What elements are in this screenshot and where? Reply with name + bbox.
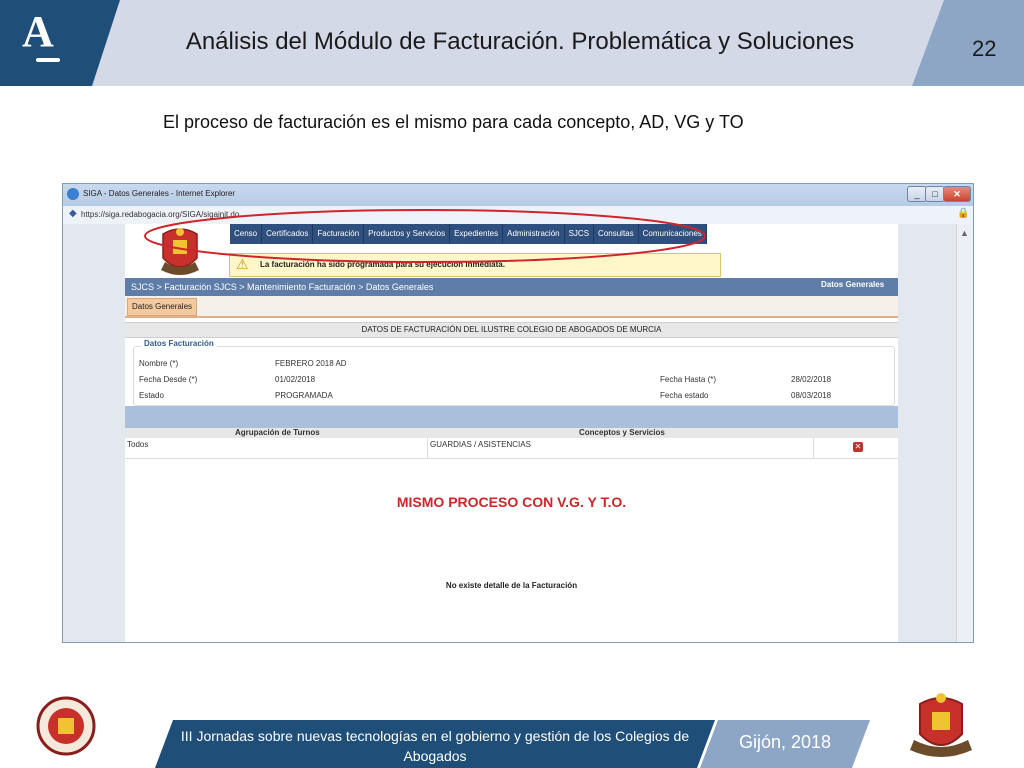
delete-icon[interactable]: ✕ xyxy=(854,442,862,451)
empty-message: No existe detalle de la Facturación xyxy=(445,581,578,590)
grid-header-turnos: Agrupación de Turnos xyxy=(235,428,320,437)
page-number: 22 xyxy=(972,36,997,61)
estado-value: PROGRAMADA xyxy=(275,391,333,400)
menu-item-consultas[interactable]: Consultas xyxy=(594,224,639,244)
app-content xyxy=(125,224,898,642)
fecha-hasta-value: 28/02/2018 xyxy=(791,375,832,384)
fecha-desde-value: 01/02/2018 xyxy=(275,375,316,384)
row-divider xyxy=(427,438,428,458)
colegio-salamanca-seal-icon xyxy=(36,694,96,758)
menu-item-censo[interactable]: Censo xyxy=(230,224,262,244)
footer-city: Gijón, 2018 xyxy=(738,732,832,752)
close-button[interactable]: ✕ xyxy=(943,186,971,202)
menu-item-sjcs[interactable]: SJCS xyxy=(565,224,594,244)
page-margin-right xyxy=(898,224,956,642)
fieldset-legend: Datos Facturación xyxy=(141,339,217,348)
highlight-ellipse xyxy=(125,204,705,264)
datos-facturacion-fieldset xyxy=(133,346,895,406)
table-row[interactable] xyxy=(125,438,898,459)
separator-band xyxy=(125,406,898,428)
window-title: SIGA - Datos Generales - Internet Explorer xyxy=(83,189,236,198)
section-title-bar xyxy=(125,322,898,338)
logo-underline xyxy=(36,58,60,62)
internet-explorer-icon xyxy=(67,188,79,200)
page-margin-left xyxy=(63,224,125,642)
nombre-label: Nombre (*) xyxy=(139,359,179,368)
row-conceptos-cell: GUARDIAS / ASISTENCIAS xyxy=(430,440,531,449)
site-icon: ◆ xyxy=(69,208,77,219)
menu-item-expedientes[interactable]: Expedientes xyxy=(450,224,503,244)
browser-titlebar xyxy=(63,184,973,206)
footer-text: III Jornadas sobre nuevas tecnologías en el gobierno y gestión de los Colegios de Abogados xyxy=(180,728,690,764)
nombre-value: FEBRERO 2018 AD xyxy=(275,359,347,368)
fecha-estado-value: 08/03/2018 xyxy=(791,391,832,400)
minimize-button[interactable]: _ xyxy=(907,186,927,202)
row-divider xyxy=(813,438,814,458)
breadcrumb: SJCS > Facturación SJCS > Mantenimiento Facturación > Datos Generales xyxy=(131,282,434,292)
alert-message: La facturación ha sido programada para su ejecución inmediata. xyxy=(260,260,505,269)
breadcrumb-bar xyxy=(125,278,898,296)
vertical-scrollbar[interactable] xyxy=(956,224,973,642)
fecha-estado-label: Fecha estado xyxy=(660,391,709,400)
section-title: DATOS DE FACTURACIÓN DEL ILUSTRE COLEGIO DE ABOGADOS DE MURCIA xyxy=(361,325,662,334)
estado-label: Estado xyxy=(139,391,164,400)
page-heading: Datos Generales xyxy=(821,280,885,289)
fecha-hasta-label: Fecha Hasta (*) xyxy=(660,375,717,384)
menu-item-administracion[interactable]: Administración xyxy=(503,224,564,244)
colegio-oviedo-crest-icon xyxy=(906,690,976,762)
menu-item-comunicaciones[interactable]: Comunicaciones xyxy=(639,224,707,244)
lock-icon: 🔒 xyxy=(957,208,970,219)
maximize-button[interactable]: □ xyxy=(925,186,945,202)
warning-icon: ⚠ xyxy=(236,256,249,272)
abogacia-logo: A xyxy=(22,7,54,56)
menu-item-productos[interactable]: Productos y Servicios xyxy=(364,224,450,244)
row-turnos-cell: Todos xyxy=(127,440,149,449)
browser-window xyxy=(62,183,974,643)
scroll-up-icon[interactable]: ▲ xyxy=(960,228,969,238)
menu-item-certificados[interactable]: Certificados xyxy=(262,224,313,244)
slide-title: Análisis del Módulo de Facturación. Problemática y Soluciones xyxy=(185,28,855,55)
grid-header-conceptos: Conceptos y Servicios xyxy=(579,428,665,437)
menu-item-facturacion[interactable]: Facturación xyxy=(313,224,364,244)
fecha-desde-label: Fecha Desde (*) xyxy=(139,375,198,384)
tab-datos-generales[interactable]: Datos Generales xyxy=(127,298,197,316)
tab-bar xyxy=(125,296,898,318)
slide-subtitle: El proceso de facturación es el mismo para cada concepto, AD, VG y TO xyxy=(163,112,744,132)
grid-header xyxy=(125,428,898,438)
overlay-annotation: MISMO PROCESO CON V.G. Y T.O. xyxy=(396,494,627,510)
url-text[interactable]: https://siga.redabogacia.org/SIGA/sigainit.do xyxy=(81,210,240,219)
